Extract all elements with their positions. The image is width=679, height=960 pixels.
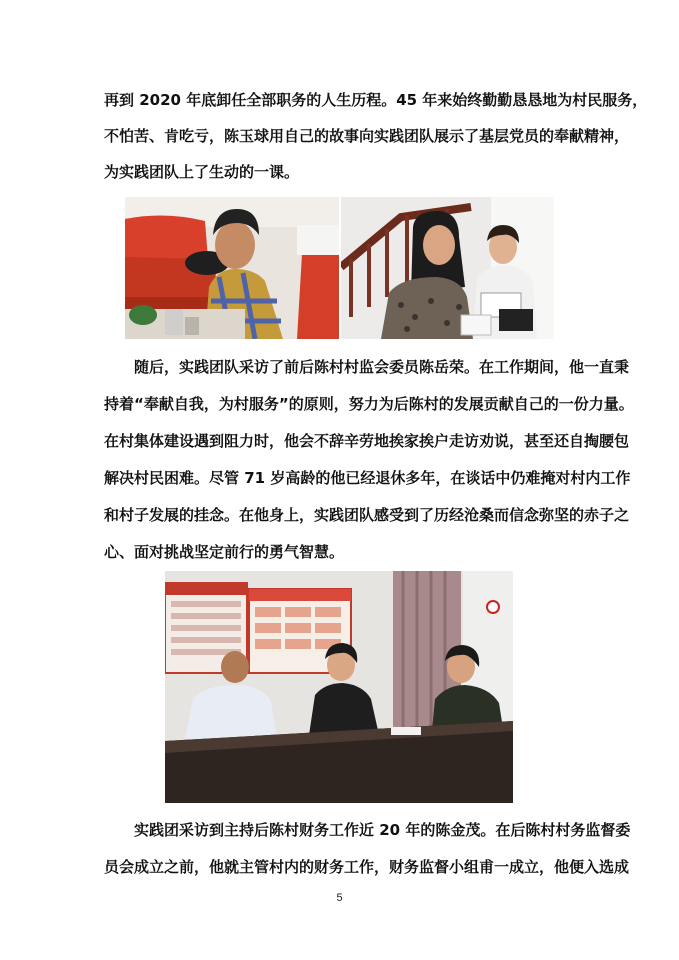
- paragraph-1: [104, 88, 648, 185]
- page-number: 5: [336, 892, 343, 904]
- photo-interviewee-woman: [125, 197, 339, 339]
- photo-meeting-room-image: [165, 571, 513, 803]
- text-line: 为实践团队上了生动的一课。: [104, 163, 300, 181]
- text-line: 在村集体建设遇到阻力时，他会不辞辛劳地挨家挨户走访劝说，甚至还自掏腰包: [104, 432, 630, 450]
- paragraph-2: [104, 355, 634, 565]
- photo-students-notes: [341, 197, 554, 339]
- paragraph-3: [104, 818, 631, 880]
- text-line: 不怕苦、肯吃亏，陈玉球用自己的故事向实践团队展示了基层党员的奉献精神，: [104, 127, 630, 145]
- text-line: 员会成立之前，他就主管村内的财务工作，财务监督小组甫一成立，他便入选成: [104, 858, 630, 876]
- photo-interviewee-woman-image: [125, 197, 339, 339]
- text-line: 随后，实践团队采访了前后陈村村监会委员陈岳荣。在工作期间，他一直秉: [134, 358, 630, 376]
- photo-students-notes-image: [341, 197, 554, 339]
- text-line: 持着“奉献自我，为村服务”的原则，努力为后陈村的发展贡献自己的一份力量。: [104, 395, 634, 413]
- text-line: 解决村民困难。尽管 71 岁高龄的他已经退休多年，在谈话中仍难掩对村内工作: [104, 469, 631, 487]
- text-line: 再到 2020 年底卸任全部职务的人生历程。45 年来始终勤勤恳恳地为村民服务，: [104, 91, 648, 109]
- photo-meeting-room: [165, 571, 513, 803]
- text-line: 实践团采访到主持后陈村财务工作近 20 年的陈金茂。在后陈村村务监督委: [134, 821, 631, 839]
- text-line: 心、面对挑战坚定前行的勇气智慧。: [104, 543, 345, 561]
- text-line: 和村子发展的挂念。在他身上，实践团队感受到了历经沧桑而信念弥坚的赤子之: [104, 506, 630, 524]
